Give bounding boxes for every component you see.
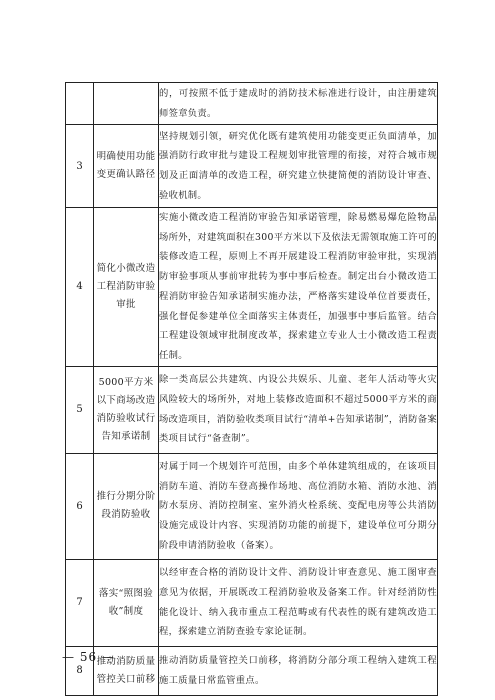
measure-title: 明确使用功能变更确认路径 [94, 125, 159, 208]
measure-title: 推行分期分阶段消防验收 [94, 453, 159, 559]
table-row [66, 646, 438, 695]
row-number: 6 [66, 453, 94, 559]
measure-content: 实施小微改造工程消防审验告知承诺管理，除易燃易爆危险物品场所外，对建筑面积在300平方米以下及依法无需领取施工许可的装修改造工程，原则上不再开展建设工程消防审验审批，实现消防审验事项从事前审批转为事中事后检查。制定出台小微改造工程消防审验告知承诺制实施办法，严格落实建设单位首要责任，强化督促参建单位全面落实主体责任，加强事中事后监管。结合工程建设领域审批制度改革，探索建立专业人士小微改造工程责任制。 [159, 208, 438, 367]
table-row [66, 125, 438, 208]
measure-content: 以经审查合格的消防设计文件、消防设计审查意见、施工图审查意见为依据，开展既改工程消防验收及备案工作。针对经消防性能化设计、纳入我市重点工程范畴或有代表性的既有建筑改造工程，探索建立消防查验专家论证制。 [159, 559, 438, 646]
row-number: 8 [66, 646, 94, 695]
measure-title: 简化小微改造工程消防审验审批 [94, 208, 159, 367]
measure-title: 落实“照图验收”制度 [94, 559, 159, 646]
measure-content: 对属于同一个规划许可范围，由多个单体建筑组成的，在该项目消防车道、消防车登高操作场地、高位消防水箱、消防水池、消防水泵房、消防控制室、室外消火栓系统、变配电房等公共消防设施完成设计内容、实现消防功能的前提下，建设单位可分期分阶段申请消防验收（备案）。 [159, 453, 438, 559]
measure-content: 坚持规划引领，研究优化既有建筑使用功能变更正负面清单，加强消防行政审批与建设工程规划审批管理的衔接，对符合城市规划及正面清单的改造工程，研究建立快捷简便的消防设计审查、验收机制。 [159, 125, 438, 208]
page-number: — 56 — [62, 650, 115, 664]
measure-content: 除一类高层公共建筑、内设公共娱乐、儿童、老年人活动等火灾风险较大的场所外，对地上装修改造面积不超过5000平方米的商场改造项目，消防验收类项目试行“清单+告知承诺制”，消防备案类项目试行“备查制”。 [159, 366, 438, 453]
table-row [66, 208, 438, 367]
measure-content: 的，可按照不低于建成时的消防技术标准进行设计，由注册建筑师签章负责。 [159, 83, 438, 125]
measure-title: 5000平方米以下商场改造消防验收试行告知承诺制 [94, 366, 159, 453]
measure-title: 推动消防质量管控关口前移 [94, 646, 159, 695]
row-number: 4 [66, 208, 94, 367]
row-number: 7 [66, 559, 94, 646]
measure-content: 推动消防质量管控关口前移，将消防分部分项工程纳入建筑工程施工质量日常监管重点。 [159, 646, 438, 695]
measure-title [94, 83, 159, 125]
measures-table [65, 82, 438, 696]
table-row [66, 366, 438, 453]
row-number [66, 83, 94, 125]
row-number: 5 [66, 366, 94, 453]
table-row [66, 453, 438, 559]
table-row [66, 559, 438, 646]
table-row [66, 83, 438, 125]
row-number: 3 [66, 125, 94, 208]
